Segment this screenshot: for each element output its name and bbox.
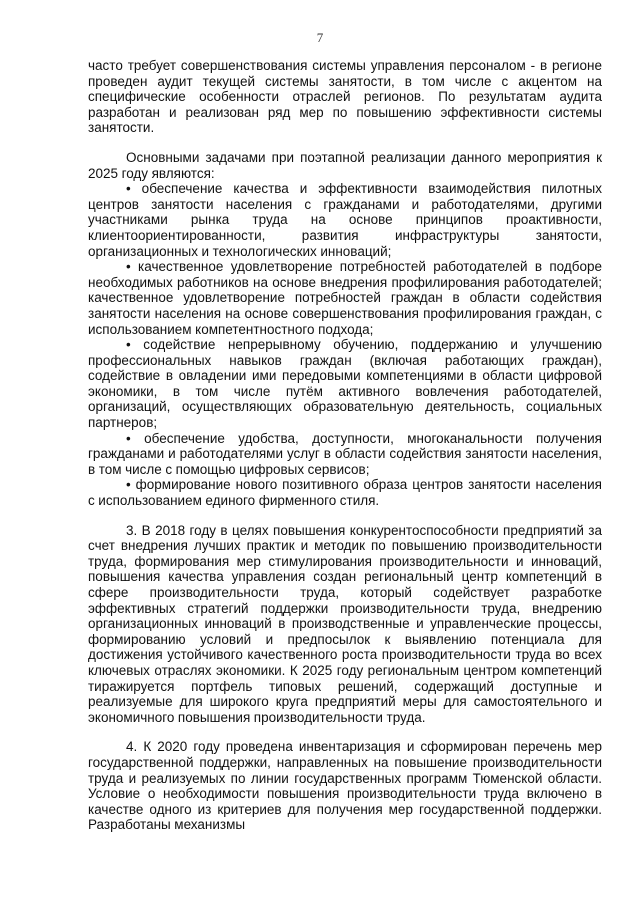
numbered-item-4: 4. К 2020 году проведена инвентаризация и сформирован перечень мер государственной поддержки, направленных на повышение производительности труда и реализуемых по линии государственных программ Тюменской области. Условие о необходимости повышения производительности труда включено в качестве одного из критериев для получения мер государственной поддержки. Разработаны механизмы [88,739,602,833]
numbered-item-3: 3. В 2018 году в целях повышения конкурентоспособности предприятий за счет внедрения лучших практик и методик по повышению производительности труда, формирования мер стимулирования производительности и инноваций, повышения качества управления создан региональный центр компетенций в сфере производительности труда, который содействует разработке эффективных стратегий поддержки производительности труда, внедрению организационных инноваций в производственные и управленческие процессы, формированию условий и предпосылок к выявлению потенциала для достижения устойчивого качественного роста производительности труда во всех ключевых отраслях экономики. К 2025 году региональным центром компетенций тиражируется портфель типовых решений, содержащий доступные и реализуемые для широкого круга предприятий меры для самостоятельного и экономичного повышения производительности труда. [88,522,602,725]
tasks-lead-paragraph: Основными задачами при поэтапной реализации данного мероприятия к 2025 году являются: [88,149,602,181]
bullet-item-1: • обеспечение качества и эффективности взаимодействия пилотных центров занятости населения с гражданами и работодателями, другими участниками рынка труда на основе принципов проактивности, клиентоориентированности, развития инфраструктуры занятости, организационных и технологических инноваций; [88,181,602,259]
intro-paragraph: часто требует совершенствования системы управления персоналом - в регионе проведен аудит текущей системы занятости, в том числе с акцентом на специфические особенности отраслей регионов. По результатам аудита разработан и реализован ряд мер по повышению эффективности системы занятости. [88,58,602,136]
bullet-item-4: • обеспечение удобства, доступности, многоканальности получения гражданами и работодателями услуг в области содействия занятости населения, в том числе с помощью цифровых сервисов; [88,430,602,477]
document-body [88,58,602,833]
bullet-item-2: • качественное удовлетворение потребностей работодателей в подборе необходимых работников на основе внедрения профилирования работодателей; качественное удовлетворение потребностей граждан в области содействия занятости населения на основе совершенствования профилирования граждан, с использованием компетентностного подхода; [88,259,602,337]
bullet-item-5: • формирование нового позитивного образа центров занятости населения с использованием единого фирменного стиля. [88,477,602,509]
page-number: 7 [316,30,324,45]
bullet-item-3: • содействие непрерывному обучению, поддержанию и улучшению профессиональных навыков граждан (включая работающих граждан), содействие в овладении ими передовыми компетенциями в области цифровой экономики, в том числе путём активного вовлечения работодателей, организаций, осуществляющих образовательную деятельность, социальных партнеров; [88,337,602,431]
